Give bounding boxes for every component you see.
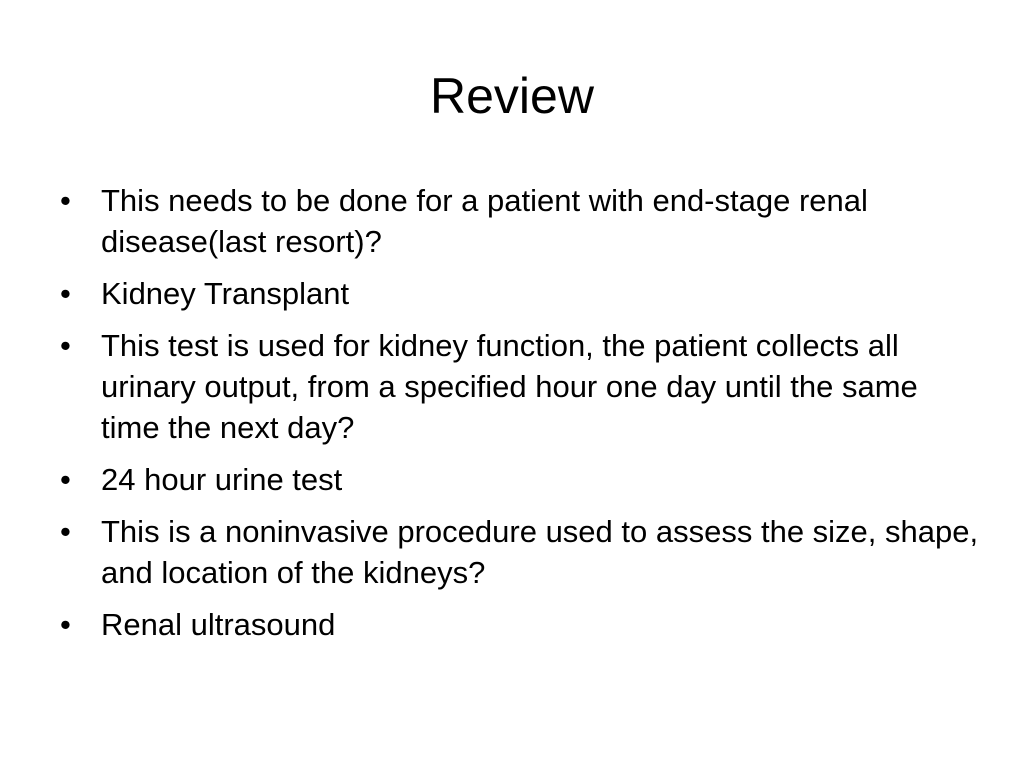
bullet-icon: • (60, 276, 71, 311)
list-item-text: Renal ultrasound (101, 607, 336, 642)
list-item-text: This test is used for kidney function, the patient collects all urinary output, from a specified hour one day until the same time the next day? (101, 328, 918, 445)
list-item-text: Kidney Transplant (101, 276, 350, 311)
bullet-icon: • (60, 514, 71, 549)
list-item-answer-ultrasound (60, 604, 980, 645)
bullet-icon: • (60, 607, 71, 642)
list-item-answer-urine-test (60, 459, 980, 500)
list-item-text: 24 hour urine test (101, 462, 343, 497)
list-item-text: This needs to be done for a patient with end-stage renal disease(last resort)? (101, 183, 868, 259)
list-item-question-urine-test (60, 325, 980, 448)
bullet-icon: • (60, 328, 71, 363)
bullet-icon: • (60, 462, 71, 497)
bullet-icon: • (60, 183, 71, 218)
bullet-list (60, 180, 980, 656)
slide-title: Review (430, 68, 594, 124)
list-item-question-transplant (60, 180, 980, 262)
list-item-question-ultrasound (60, 511, 980, 593)
list-item-answer-transplant (60, 273, 980, 314)
list-item-text: This is a noninvasive procedure used to assess the size, shape, and location of the kidneys? (101, 514, 979, 590)
